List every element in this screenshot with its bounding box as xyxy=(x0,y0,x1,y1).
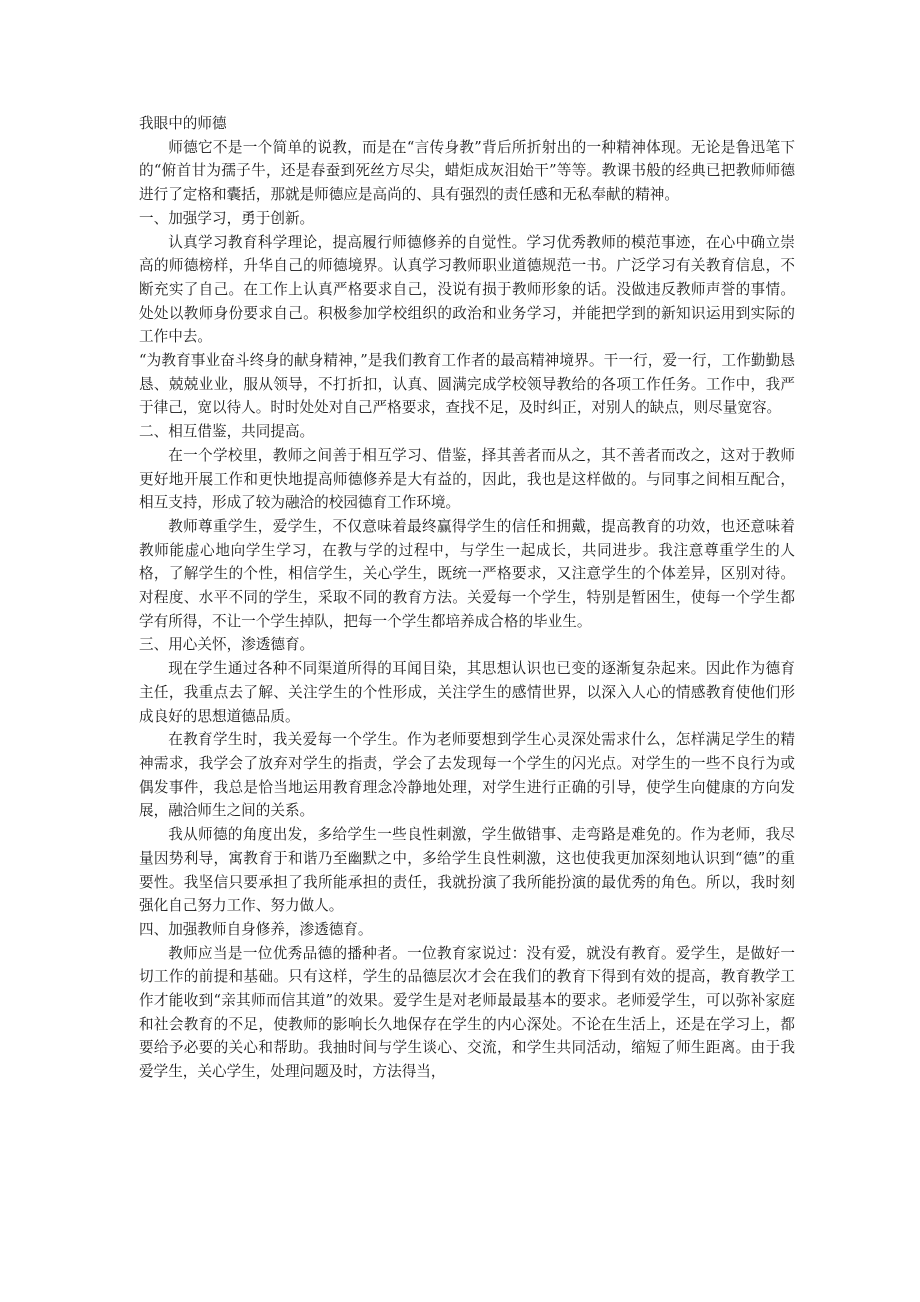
section-1-paragraph-1: 认真学习教育科学理论，提高履行师德修养的自觉性。学习优秀教师的模范事迹，在心中确立崇高的师德榜样，升华自己的师德境界。认真学习教师职业道德规范一书。广泛学习有关教育信息，不断充实了自己。在工作上认真严格要求自己，没说有损于教师形象的话。没做违反教师声誉的事情。处处以教师身份要求自己。积极参加学校组织的政治和业务学习，并能把学到的新知识运用到实际的工作中去。 xyxy=(139,233,795,346)
section-2-paragraph-2: 教师尊重学生，爱学生，不仅意味着最终赢得学生的信任和拥戴，提高教育的功效，也还意味着教师能虚心地向学生学习，在教与学的过程中，与学生一起成长，共同进步。我注意尊重学生的人格，了解学生的个性，相信学生，关心学生，既统一严格要求，又注意学生的个体差异，区别对待。对程度、水平不同的学生，采取不同的教育方法。关爱每一个学生，特别是暂困生，使每一个学生都学有所得，不让一个学生掉队，把每一个学生都培养成合格的毕业生。 xyxy=(139,517,795,630)
section-3-paragraph-2: 在教育学生时，我关爱每一个学生。作为老师要想到学生心灵深处需求什么，怎样满足学生的精神需求，我学会了放弃对学生的指责，学会了去发现每一个学生的闪光点。对学生的一些不良行为或偶发事件，我总是恰当地运用教育理念冷静地处理，对学生进行正确的引导，使学生向健康的方向发展，融洽师生之间的关系。 xyxy=(139,731,795,820)
document-title: 我眼中的师德 xyxy=(139,115,227,132)
section-heading-4: 四、加强教师自身修养，渗透德育。 xyxy=(139,920,373,938)
section-heading-1: 一、加强学习，勇于创新。 xyxy=(139,209,315,227)
section-heading-2: 二、相互借鉴，共同提高。 xyxy=(139,423,315,441)
section-3-paragraph-3: 我从师德的角度出发，多给学生一些良性刺激，学生做错事、走弯路是难免的。作为老师，我尽量因势利导，寓教育于和谐乃至幽默之中，多给学生良性刺激，这也使我更加深刻地认识到“德”的重要性。我坚信只要承担了我所能承担的责任，我就扮演了我所能扮演的最优秀的角色。所以，我时刻强化自己努力工作、努力做人。 xyxy=(139,826,795,915)
section-heading-3: 三、用心关怀，渗透德育。 xyxy=(139,636,315,654)
section-1-paragraph-2: “为教育事业奋斗终身的献身精神，”是我们教育工作者的最高精神境界。干一行，爱一行，工作勤勤恳恳、兢兢业业，服从领导，不打折扣，认真、圆满完成学校领导教给的各项工作任务。工作中，我严于律己，宽以待人。时时处处对自己严格要求，查找不足，及时纠正，对别人的缺点，则尽量宽容。 xyxy=(139,352,795,417)
document-page xyxy=(139,112,795,1084)
section-2-paragraph-1: 在一个学校里，教师之间善于相互学习、借鉴，择其善者而从之，其不善者而改之，这对于教师更好地开展工作和更快地提高师德修养是大有益的，因此，我也是这样做的。与同事之间相互配合，相互支持，形成了较为融洽的校园德育工作环境。 xyxy=(139,446,795,512)
section-4-paragraph-1: 教师应当是一位优秀品德的播种者。一位教育家说过：没有爱，就没有教育。爱学生，是做好一切工作的前提和基础。只有这样，学生的品德层次才会在我们的教育下得到有效的提高，教育教学工作才能收到“亲其师而信其道”的效果。爱学生是对老师最最基本的要求。老师爱学生，可以弥补家庭和社会教育的不足，使教师的影响长久地保存在学生的内心深处。不论在生活上，还是在学习上，都要给予必要的关心和帮助。我抽时间与学生谈心、交流，和学生共同活动，缩短了师生距离。由于我爱学生，关心学生，处理问题及时，方法得当， xyxy=(139,944,795,1081)
intro-paragraph: 师德它不是一个简单的说教，而是在“言传身教”背后所折射出的一种精神体现。无论是鲁迅笔下的“俯首甘为孺子牛，还是春蚕到死丝方尽尖，蜡炬成灰泪始干”等等。教课书般的经典已把教师师德进行了定格和囊括，那就是师德应是高尚的、具有强烈的责任感和无私奉献的精神。 xyxy=(139,138,795,204)
section-3-paragraph-1: 现在学生通过各种不同渠道所得的耳闻目染，其思想认识也已变的逐渐复杂起来。因此作为德育主任，我重点去了解、关注学生的个性形成，关注学生的感情世界，以深入人心的情感教育使他们形成良好的思想道德品质。 xyxy=(139,660,795,725)
